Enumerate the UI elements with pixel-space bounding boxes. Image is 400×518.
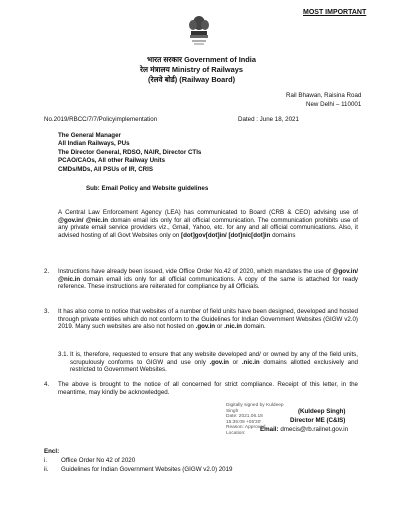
enclosure-item-1: i. Office Order No 42 of 2020: [44, 457, 136, 464]
letter-date: Dated : June 18, 2021: [238, 116, 299, 123]
govt-line: [147, 56, 256, 64]
ministry-hindi: रेल मंत्रालय: [140, 65, 170, 74]
para4-num: 4.: [44, 381, 50, 388]
addressee-line: PCAO/CAOs, All other Railway Units: [58, 157, 166, 165]
paragraph-1: A Central Law Enforcement Agency (LEA) has communicated to Board (CRB & CEO) advising use of @gov.in/ @nic.in domain email ids only for all official communication. The communication prohibits use of any private email service providers viz., Gmail, Yahoo, etc. for any and all official communications. Also, it advised hosting of all Govt Websites only on [dot]gov[dot]in/ [dot]nic[dot]in domains: [58, 209, 359, 239]
addressee-block: [58, 132, 201, 174]
signatory-email: Email: dmecis@rb.railnet.gov.in: [260, 426, 349, 433]
para2-num: 2.: [44, 268, 50, 275]
ministry-english: Ministry of Railways: [171, 65, 243, 74]
govt-english: Government of India: [184, 55, 256, 64]
paragraph-3: It has also come to notice that websites of a number of field units have been designed, developed and hosted through private entities which do not conform to the Guidelines for Indian Government Websites (GIGW v2.0) 2019. Many such websites are also not hosted on .gov.in or .nic.in domain.: [58, 308, 358, 331]
addressee-line: CMDs/MDs, All PSUs of IR, CRIS: [58, 165, 153, 173]
enclosures-heading: Encl:: [44, 448, 60, 455]
addressee-line: The General Manager: [58, 132, 121, 139]
para3-num: 3.: [44, 308, 50, 315]
paragraph-2: Instructions have already been issued, vide Office Order No.42 of 2020, which mandates the use of @gov.in/ @nic.in domain email ids only for all official communications. A copy of the same is attached for ready reference. These instructions are reiterated for compliance by all Officials.: [58, 268, 358, 291]
signatory-name: (Kuldeep Singh): [298, 408, 346, 415]
state-emblem-icon: [186, 14, 212, 50]
board-line: [148, 76, 235, 84]
reference-number: No.2019/RBCC/7/7/Policyimplementation: [44, 116, 158, 123]
address-line-2: New Delhi – 110001: [306, 101, 362, 108]
subject-line: Sub: Email Policy and Website guidelines: [86, 185, 209, 192]
board-hindi: (रेलवे बोर्ड): [148, 75, 178, 84]
enclosure-item-2: ii. Guidelines for Indian Government Websites (GIGW v2.0) 2019: [44, 466, 233, 473]
paragraph-4: The above is brought to the notice of all concerned for strict compliance. Receipt of this letter, in the meantime, may kindly be acknowledged.: [58, 381, 358, 396]
digital-signature-stamp: Digitally signed by Kuldeep Singh Date: 2021.06.18 15:35:09 +05'30' Reason: Approved Location:: [226, 403, 284, 436]
addressee-line: The Director General, RDSO, NAIR, Director CTIs: [58, 148, 202, 156]
paragraph-3-1: It is, therefore, requested to ensure that any website developed and/ or owned by any of the field units, scrupulously conforms to GIGW and use only .gov.in or .nic.in domains allotted exclusively and restricted to Government Websites.: [70, 351, 358, 374]
ministry-line: [140, 66, 243, 74]
signatory-designation: Director ME (C&IS): [290, 417, 346, 424]
para31-num: 3.1.: [58, 351, 69, 358]
board-english: (Railway Board): [179, 75, 236, 84]
govt-hindi: भारत सरकार: [147, 55, 183, 64]
addressee-line: All Indian Railways, PUs: [58, 140, 130, 148]
address-line-1: Rail Bhawan, Raisina Road: [286, 92, 362, 99]
priority-marking: MOST IMPORTANT: [303, 9, 367, 16]
